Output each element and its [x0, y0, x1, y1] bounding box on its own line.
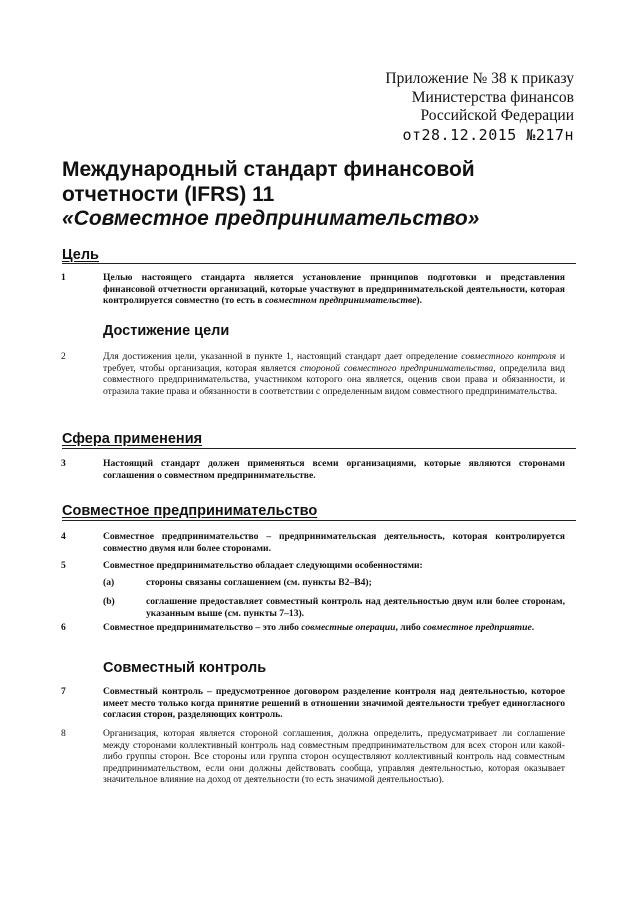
paragraph-number: 4	[61, 531, 66, 542]
paragraph-number: 5	[61, 560, 66, 571]
subheading-joint-control: Совместный контроль	[103, 660, 267, 676]
paragraph-6: Совместное предпринимательство – это либо совместные операции, либо совместное предприятие.	[103, 622, 535, 633]
section-heading-goal: Цель	[62, 247, 99, 263]
list-item-label: (a)	[103, 577, 115, 588]
appendix-line-1: Приложение № 38 к приказу	[385, 70, 574, 87]
section-heading-scope: Сфера применения	[62, 431, 203, 447]
title-line-2: отчетности (IFRS) 11	[62, 182, 275, 206]
list-item-a: стороны связаны соглашением (см. пункты B2–B4);	[146, 577, 372, 588]
paragraph-number: 7	[61, 686, 66, 697]
paragraph-7: Совместный контроль – предусмотренное договором разделение контроля над деятельностью, которое имеет место только когда принятие решений в отношении значимой деятельности требует единогласного согласия сторон, разделяющих контроль.	[103, 686, 565, 721]
title-line-3: «Совместное предпринимательство»	[62, 207, 480, 230]
subheading-achieving-goal: Достижение цели	[103, 323, 230, 339]
title-line-1: Международный стандарт финансовой	[62, 158, 475, 181]
paragraph-number: 1	[61, 272, 66, 283]
paragraph-number: 8	[61, 728, 66, 739]
paragraph-number: 6	[61, 622, 66, 633]
paragraph-8: Организация, которая является стороной соглашения, должна определить, предусматривает ли соглашение между сторонами коллективный контроль над совместным предпринимательством для всех сторон или какой-либо группы сторон. Все стороны или группа сторон осуществляют коллективный контроль над совместным предпринимательством, если они должны действовать сообща, управляя деятельностью, которая оказывает значительное влияние на доход от деятельности (то есть значимой деятельностью).	[103, 728, 565, 786]
appendix-line-2: Министерства финансов	[411, 88, 574, 106]
paragraph-1: Целью настоящего стандарта является установление принципов подготовки и представления финансовой отчетности организаций, которые участвуют в предпринимательской деятельности, которая контролируется совместно (то есть в совместном предпринимательстве).	[103, 272, 565, 307]
list-item-label: (b)	[103, 596, 115, 607]
section-heading-joint-arrangement: Совместное предпринимательство	[62, 503, 318, 519]
paragraph-2: Для достижения цели, указанной в пункте 1, настоящий стандарт дает определение совместного контроля и требует, чтобы организация, которая является стороной совместного предпринимательства, определила вид совместного предпринимательства, участником которого она является, оценив свои права и обязанности, и отразила такие права и обязанности в соответствии с определенным видом совместного предпринимательства.	[103, 351, 565, 397]
paragraph-5: Совместное предпринимательство обладает следующими особенностями:	[103, 560, 423, 571]
appendix-line-3: Российской Федерации	[420, 107, 574, 124]
appendix-header	[385, 70, 574, 144]
section-rule	[62, 263, 576, 264]
document-title	[62, 158, 582, 232]
paragraph-4: Совместное предпринимательство – предпринимательская деятельность, которая контролируется совместно двумя или более сторонами.	[103, 531, 565, 554]
paragraph-number: 3	[61, 458, 66, 469]
order-date-stamp: от28.12.2015 №217н	[402, 125, 574, 144]
list-item-b: соглашение предоставляет совместный контроль над деятельностью двум или более сторонам, указанным выше (см. пункты 7–13).	[146, 596, 565, 619]
paragraph-3: Настоящий стандарт должен применяться всеми организациями, которые являются сторонами соглашения о совместном предпринимательстве.	[103, 458, 565, 481]
section-rule	[62, 520, 576, 521]
paragraph-number: 2	[61, 351, 66, 362]
section-rule	[62, 448, 576, 449]
